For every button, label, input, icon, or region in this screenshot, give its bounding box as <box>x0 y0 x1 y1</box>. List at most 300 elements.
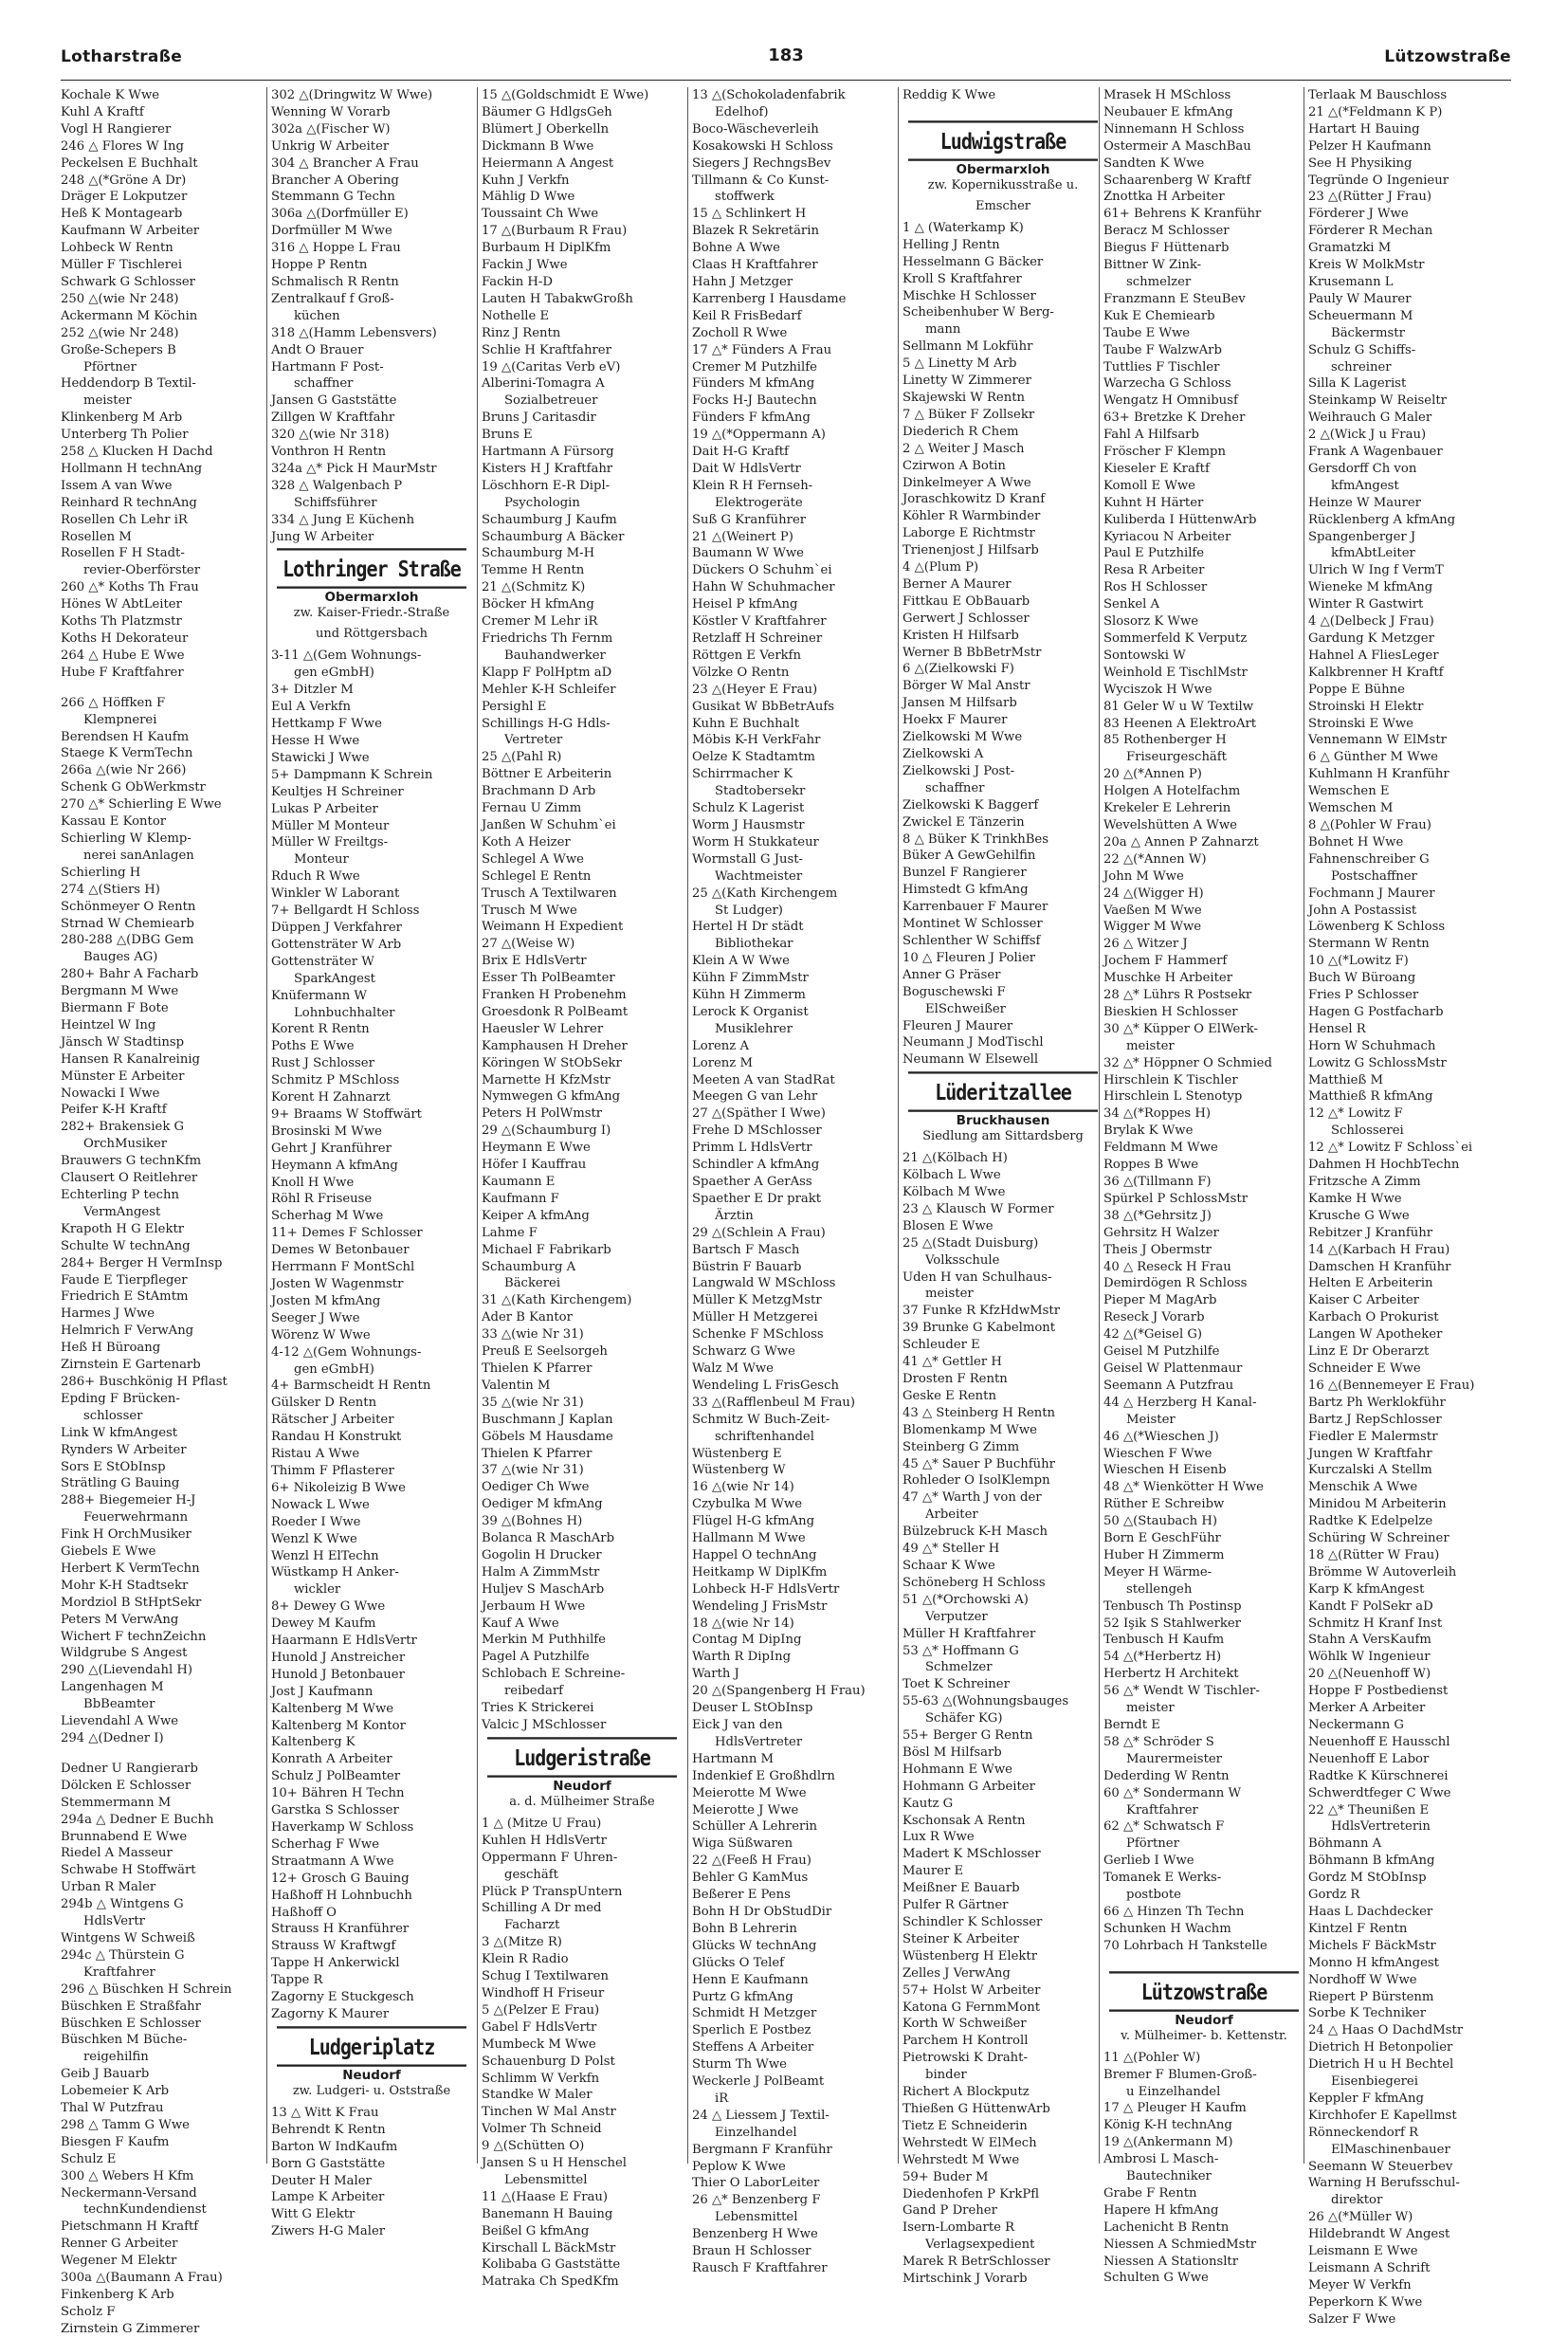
directory-entry: 52 Işik S Stahlwerker <box>1103 1616 1241 1631</box>
directory-entry: Paul E Putzhilfe <box>1103 546 1205 561</box>
directory-entry: 296 △ Büschken H Schrein <box>61 1982 232 1997</box>
street-heading: Lothringer Straße <box>277 549 466 590</box>
entry-continuation: OrchMusiker <box>83 1137 168 1152</box>
directory-entry: 10+ Bähren H Techn <box>271 1786 405 1801</box>
directory-entry: Bergmann F Kranführ <box>692 2142 832 2157</box>
directory-entry: 334 △ Jung E Küchenh <box>271 512 415 527</box>
directory-entry: Mumbeck M Wwe <box>482 2037 596 2052</box>
directory-entry: Reseck J Vorarb <box>1103 1310 1205 1325</box>
directory-entry: Stawicki J Wwe <box>271 750 370 765</box>
directory-entry: Persighl E <box>482 699 547 714</box>
directory-entry: John A Postassist <box>1308 903 1417 918</box>
directory-entry: Zielkowski K Baggerf <box>903 797 1039 813</box>
directory-entry: 57+ Holst W Arbeiter <box>903 1982 1041 1998</box>
directory-entry: Mehler K-H Schleifer <box>482 682 616 697</box>
directory-entry: Spaether A GerAss <box>692 1175 812 1189</box>
directory-entry: Gülsker D Rentn <box>271 1396 377 1411</box>
entry-continuation: Kraftfahrer <box>1126 1802 1198 1817</box>
directory-entry: Lahme F <box>482 1225 538 1240</box>
entry-continuation: Verputzer <box>925 1609 988 1624</box>
directory-entry: Oediger Ch Wwe <box>482 1480 590 1495</box>
directory-entry: Hartmann M <box>692 1751 775 1766</box>
directory-entry: 320 △(wie Nr 318) <box>271 428 390 443</box>
directory-entry: Bohn B Lehrerin <box>692 1921 797 1936</box>
directory-entry: Tillmann & Co Kunst- <box>692 173 830 188</box>
directory-entry: Himstedt G kfmAng <box>903 883 1029 898</box>
directory-entry: Büschken E Straßfahr <box>61 1999 201 2014</box>
directory-entry: 274 △(Stiers H) <box>61 882 160 897</box>
entry-continuation: ElSchweißer <box>925 1001 1006 1016</box>
directory-entry: Gottensträter W <box>271 954 374 969</box>
directory-entry: Klein A W Wwe <box>692 954 790 969</box>
directory-entry: Hönes W AbtLeiter <box>61 597 182 612</box>
directory-entry: Kaufmann W Arbeiter <box>61 224 200 239</box>
directory-entry: Pagel A Putzhilfe <box>482 1650 590 1665</box>
directory-entry: Heiermann A Angest <box>482 155 614 171</box>
directory-entry: 20 △(*Annen P) <box>1103 767 1202 782</box>
directory-entry: Schierling W Klemp- <box>61 831 191 846</box>
directory-entry: 20 △(Neuenhoff W) <box>1308 1667 1431 1682</box>
directory-entry: Brachmann D Arb <box>482 784 596 799</box>
directory-entry: Wildgrube S Angest <box>61 1646 188 1661</box>
directory-entry: Czirwon A Botin <box>903 458 1006 473</box>
entry-continuation: HdlsVertreter <box>715 1734 803 1749</box>
directory-entry: Epding F Brücken- <box>61 1391 180 1406</box>
directory-entry: Glücks W technAng <box>692 1938 817 1953</box>
directory-entry: 51 △(*Orchowski A) <box>903 1592 1029 1607</box>
directory-entry: Oediger M kfmAng <box>482 1497 603 1512</box>
entry-continuation: HdlsVertreterin <box>1331 1819 1431 1835</box>
directory-entry: Neuenhoff E Labor <box>1308 1751 1430 1766</box>
directory-entry: 11 △(Pohler W) <box>1103 2050 1201 2065</box>
directory-entry: Fiedler E Malermstr <box>1308 1429 1438 1444</box>
directory-entry: Biesgen F Kaufm <box>61 2134 170 2149</box>
directory-entry: Löwenberg K Schloss <box>1308 920 1446 935</box>
directory-entry: 23 △(Heyer E Frau) <box>692 682 818 697</box>
directory-entry: Rosellen Ch Lehr iR <box>61 512 188 527</box>
directory-entry: Harmes J Wwe <box>61 1306 155 1322</box>
directory-entry: Bruns J Caritasdir <box>482 411 596 426</box>
directory-entry: Kurczalski A Stellm <box>1308 1463 1432 1478</box>
directory-entry: Benzenberg H Wwe <box>692 2227 818 2242</box>
directory-entry: Minidou M Arbeiterin <box>1308 1497 1447 1512</box>
directory-entry: Wehrstedt M Wwe <box>903 2152 1020 2167</box>
directory-entry: 83 Heenen A ElektroArt <box>1103 716 1257 731</box>
directory-entry: Matthieß M <box>1308 1072 1383 1087</box>
directory-entry: Neumann W Elsewell <box>903 1052 1039 1068</box>
directory-entry: Kalkbrenner H Kraftf <box>1308 665 1444 680</box>
directory-entry: Blosen E Wwe <box>903 1218 994 1233</box>
directory-entry: Issem A van Wwe <box>61 478 173 493</box>
directory-entry: Börger W Mal Anstr <box>903 679 1030 694</box>
directory-entry: 7+ Bellgardt H Schloss <box>271 904 420 919</box>
directory-entry: Schug I Textilwaren <box>482 1969 609 1984</box>
directory-entry: See H Physiking <box>1308 155 1413 171</box>
directory-entry: Scheuermann M <box>1308 308 1413 323</box>
directory-entry: Schüring W Schreiner <box>1308 1531 1449 1546</box>
directory-entry: Pietschmann H Kraftf <box>61 2219 199 2235</box>
directory-entry: John M Wwe <box>1103 868 1184 884</box>
directory-entry: Wemschen M <box>1308 801 1394 816</box>
directory-entry: Büschken E Schlosser <box>61 2016 201 2031</box>
directory-entry: 302a △(Fischer W) <box>271 121 391 137</box>
directory-entry: 246 △ Flores W Ing <box>61 138 184 154</box>
directory-entry: Lowitz G SchlossMstr <box>1308 1055 1447 1070</box>
directory-entry: 42 △(*Geisel G) <box>1103 1327 1203 1343</box>
directory-entry: Kuk E Chemiearb <box>1103 308 1215 323</box>
directory-entry: Kuhl A Kraftf <box>61 104 144 119</box>
directory-entry: Kreis W MolkMstr <box>1308 258 1425 273</box>
directory-entry: Stahn A VersKaufm <box>1308 1633 1431 1648</box>
directory-entry: Brancher A Obering <box>271 173 399 188</box>
directory-entry: Faude E Tierpfleger <box>61 1272 188 1288</box>
directory-entry: Clausert O Reitlehrer <box>61 1171 198 1186</box>
directory-entry: 5+ Dampmann K Schrein <box>271 767 433 782</box>
directory-entry: Peters M VerwAng <box>61 1612 179 1627</box>
directory-entry: Klein R H Fernseh- <box>692 478 813 493</box>
directory-entry: 27 △(Späther I Wwe) <box>692 1106 826 1122</box>
directory-entry: Richert A Blockputz <box>903 2085 1030 2100</box>
directory-entry: Weinhold E TischlMstr <box>1103 665 1248 680</box>
street-range: v. Mülheimer- b. Kettenstr. <box>1121 2028 1287 2043</box>
street-heading: Ludgeriplatz <box>277 2026 466 2067</box>
directory-entry: Haeusler W Lehrer <box>482 1021 604 1036</box>
directory-entry: 280+ Bahr A Facharb <box>61 967 199 982</box>
directory-entry: Schlimm W Verkfn <box>482 2071 600 2086</box>
directory-entry: Hesselmann G Bäcker <box>903 254 1044 269</box>
directory-entry: Gottensträter W Arb <box>271 937 402 952</box>
directory-entry: Reddig K Wwe <box>903 88 996 102</box>
directory-entry: 9 △(Schütten O) <box>482 2139 585 2154</box>
directory-entry: Hettkamp F Wwe <box>271 717 382 732</box>
directory-entry: Karbach O Prokurist <box>1308 1310 1439 1325</box>
directory-entry: 2 △(Wick J u Frau) <box>1308 428 1427 443</box>
directory-entry: 81 Geler W u W Textilw <box>1103 699 1254 714</box>
directory-entry: Spürkel P SchlossMstr <box>1103 1191 1249 1206</box>
directory-entry: 328 △ Walgenbach P <box>271 478 403 493</box>
street-range: zw. Kopernikusstraße u. <box>927 177 1079 192</box>
directory-entry: Boco-Wäscheverleih <box>692 121 819 137</box>
directory-entry: Kaltenberg K <box>271 1735 356 1750</box>
directory-entry: Znottka H Arbeiter <box>1103 190 1225 205</box>
district-label: Neudorf <box>342 2067 401 2083</box>
directory-entry: Niessen A Stationsltr <box>1103 2254 1239 2269</box>
entry-continuation: gen eGmbH) <box>294 1361 374 1377</box>
directory-entry: Möbis K-H VerkFahr <box>692 733 821 748</box>
directory-entry: Wendeling J FrisMstr <box>692 1598 828 1614</box>
directory-entry: Schaumburg A <box>482 1259 576 1274</box>
entry-continuation: Schiffsführer <box>294 495 377 510</box>
directory-entry: Link W kfmAngest <box>61 1425 178 1440</box>
directory-entry: 55-63 △(Wohnungsbauges <box>903 1694 1069 1709</box>
directory-entry: 316 △ Hoppe L Frau <box>271 241 401 256</box>
entry-continuation: meister <box>1126 1038 1175 1053</box>
directory-entry: Holgen A Hotelfachm <box>1103 784 1241 799</box>
directory-entry: Kochale K Wwe <box>61 88 160 102</box>
directory-entry: 19 △(Ankermann M) <box>1103 2135 1233 2150</box>
directory-entry: Huber H Zimmerm <box>1103 1547 1225 1562</box>
directory-entry: Brunnabend E Wwe <box>61 1829 188 1844</box>
directory-entry: Schaumburg A Bäcker <box>482 529 625 544</box>
directory-entry: 6+ Nikoleizig B Wwe <box>271 1480 406 1495</box>
column-7 <box>1308 87 1509 2327</box>
directory-entry: Sommerfeld K Verputz <box>1103 631 1248 646</box>
entry-continuation: Musiklehrer <box>715 1021 793 1036</box>
directory-entry: Groesdonk R PolBeamt <box>482 1004 629 1019</box>
directory-entry: Kühn H Zimmerm <box>692 988 806 1003</box>
directory-entry: Höfer I Kauffrau <box>482 1158 587 1173</box>
entry-continuation: HdlsVertr <box>83 1914 145 1929</box>
directory-entry: Unterberg Th Polier <box>61 428 189 443</box>
directory-entry: Rönneckendorf R <box>1308 2125 1419 2140</box>
directory-entry: Kuhnt H Härter <box>1103 495 1204 510</box>
directory-entry: Strauss H Kranführer <box>271 1922 410 1937</box>
directory-entry: Schenk G ObWerkmstr <box>61 780 206 795</box>
directory-entry: Seemann W Steuerbev <box>1308 2159 1453 2174</box>
directory-entry: 3-11 △(Gem Wohnungs- <box>271 648 422 664</box>
directory-entry: Gehrt J Kranführer <box>271 1141 392 1156</box>
directory-entry: Bäumer G HdlgsGeh <box>482 104 612 119</box>
directory-entry: Hertel H Dr städt <box>692 920 804 935</box>
directory-entry: Schulz J PolBeamter <box>271 1769 401 1784</box>
entry-continuation: Bauhandwerker <box>504 648 606 663</box>
directory-entry: Pulfer R Gärtner <box>903 1898 1009 1913</box>
directory-entry: Jost J Kaufmann <box>271 1684 374 1699</box>
directory-entry: Kaumann E <box>482 1175 556 1189</box>
directory-entry: Konrath A Arbeiter <box>271 1752 392 1767</box>
directory-entry: 85 Rothenberger H <box>1103 733 1227 748</box>
directory-entry: 284+ Berger H VermInsp <box>61 1255 223 1270</box>
directory-entry: Bergmann M Wwe <box>61 984 179 999</box>
directory-entry: Zirnstein E Gartenarb <box>61 1358 201 1373</box>
entry-continuation: geschäft <box>504 1867 558 1882</box>
directory-entry: 288+ Biegemeier H-J <box>61 1493 196 1508</box>
directory-entry: 19 △(Caritas Verb eV) <box>482 359 621 374</box>
directory-entry: Friedrichs Th Fernm <box>482 631 613 646</box>
directory-entry: Strätling G Bauing <box>61 1476 180 1491</box>
entry-continuation: Bäckerei <box>504 1276 561 1291</box>
directory-entry: Dorfmüller M Wwe <box>271 224 392 239</box>
directory-entry: 8 △(Pohler W Frau) <box>1308 817 1431 832</box>
directory-entry: 23 △ Klausch W Former <box>903 1201 1054 1216</box>
column-divider <box>477 87 478 2164</box>
directory-entry: Rduch R Wwe <box>271 869 360 885</box>
directory-entry: Banemann H Bauing <box>482 2206 613 2221</box>
directory-entry: 15 △ Schlinkert H <box>692 207 807 222</box>
directory-entry: 13 △ Witt K Frau <box>271 2105 379 2120</box>
directory-entry: Kautz G <box>903 1796 954 1811</box>
directory-entry: Heinze W Maurer <box>1308 495 1421 510</box>
directory-entry: Unkrig W Arbeiter <box>271 138 390 154</box>
directory-entry: Dait H-G Kraftf <box>692 445 789 460</box>
directory-entry: Schmitz H Kranf Inst <box>1308 1616 1443 1631</box>
directory-entry: Worm H Stukkateur <box>692 834 819 849</box>
directory-entry: Sellmann M Lokführ <box>903 339 1033 355</box>
directory-entry: Jerbaum H Wwe <box>482 1598 586 1614</box>
directory-entry: Kroll S Kraftfahrer <box>903 271 1022 286</box>
directory-entry: Demes W Betonbauer <box>271 1243 410 1258</box>
directory-entry: 3 △(Mitze R) <box>482 1935 562 1950</box>
directory-entry: Buch W Büroang <box>1308 971 1416 986</box>
directory-entry: Born G Gaststätte <box>271 2156 386 2171</box>
directory-entry: Schwarz G Wwe <box>692 1344 795 1360</box>
entry-continuation: Kraftfahrer <box>83 1964 155 1980</box>
directory-entry: 29 △(Schaumburg I) <box>482 1123 611 1139</box>
directory-entry: Drosten F Rentn <box>903 1372 1008 1386</box>
entry-continuation: Ärztin <box>715 1208 754 1223</box>
directory-entry: 4+ Barmscheidt H Rentn <box>271 1379 431 1394</box>
directory-entry: Tietz E Schneiderin <box>903 2118 1028 2133</box>
directory-entry: Knüfermann W <box>271 988 367 1003</box>
directory-entry: Wenzl H ElTechn <box>271 1548 379 1563</box>
directory-entry: Urban R Maler <box>61 1880 156 1895</box>
entry-continuation: mann <box>925 322 961 338</box>
directory-entry: 4-12 △(Gem Wohnungs- <box>271 1344 422 1360</box>
directory-entry: Diederich R Chem <box>903 424 1019 439</box>
directory-entry: 286+ Buschkönig H Pflast <box>61 1374 228 1389</box>
directory-entry: Josten M kfmAng <box>271 1293 381 1308</box>
directory-entry: Thimm F Pflasterer <box>271 1463 394 1478</box>
directory-entry: Hahn W Schuhmacher <box>692 580 835 595</box>
directory-entry: 260 △* Koths Th Frau <box>61 580 199 595</box>
directory-entry: 31 △(Kath Kirchengem) <box>482 1293 632 1308</box>
directory-entry: Kristen H Hilfsarb <box>903 628 1019 643</box>
directory-entry: Gusikat W BbBetrAufs <box>692 699 835 714</box>
directory-entry: Schauenburg D Polst <box>482 2054 615 2069</box>
directory-entry: 32 △* Höppner O Schmied <box>1103 1055 1272 1070</box>
directory-entry: 266a △(wie Nr 266) <box>61 763 187 778</box>
directory-entry: Blomenkamp M Wwe <box>903 1422 1037 1437</box>
directory-entry: Huljev S MaschArb <box>482 1581 605 1597</box>
directory-entry: Helling J Rentn <box>903 237 1000 252</box>
directory-entry: 11+ Demes F Schlosser <box>271 1226 423 1241</box>
directory-entry: Ader B Kantor <box>482 1310 573 1325</box>
directory-entry: Wiga Süßwaren <box>692 1836 793 1852</box>
entry-continuation: St Ludger) <box>715 903 783 918</box>
directory-entry: 14 △(Karbach H Frau) <box>1308 1242 1450 1257</box>
directory-entry: 306a △(Dorfmüller E) <box>271 207 409 222</box>
directory-entry: Niessen A SchmiedMstr <box>1103 2237 1257 2252</box>
directory-entry: Schlegel E Rentn <box>482 868 592 884</box>
directory-entry: Stemmann G Techn <box>271 190 395 205</box>
entry-continuation: Edelhof) <box>715 104 769 119</box>
directory-entry: Herbert K VermTechn <box>61 1561 200 1576</box>
directory-entry: Kieseler E Kraftf <box>1103 461 1210 476</box>
directory-entry: Monno H kfmAngest <box>1308 1955 1439 1970</box>
directory-entry: Lauten H TabakwGroßh <box>482 291 633 306</box>
directory-entry: Andt O Brauer <box>271 342 364 357</box>
directory-entry: Pietrowski K Draht- <box>903 2051 1028 2066</box>
directory-entry: 37 Funke R KfzHdwMstr <box>903 1304 1061 1319</box>
directory-entry: Müller H Metzgerei <box>692 1310 818 1325</box>
directory-entry: 25 △(Kath Kirchengem <box>692 886 838 901</box>
directory-entry: Radtke K Kürschnerei <box>1308 1768 1449 1783</box>
entry-continuation: meister <box>1126 1701 1175 1716</box>
directory-entry: Worm J Hausmstr <box>692 817 805 832</box>
directory-entry: Fernau U Zimm <box>482 801 582 816</box>
entry-continuation: schaffner <box>294 376 354 392</box>
directory-entry: Mohr K-H Stadtsekr <box>61 1578 189 1593</box>
directory-entry: Bösl M Hilfsarb <box>903 1744 1002 1760</box>
entry-continuation: Schlosserei <box>1331 1123 1404 1139</box>
directory-entry: 282+ Brakensiek G <box>61 1120 185 1135</box>
directory-entry: Halm A ZimmMstr <box>482 1564 600 1580</box>
directory-entry: Toussaint Ch Wwe <box>482 207 599 222</box>
directory-entry: Heymann A kfmAng <box>271 1158 398 1173</box>
directory-entry: 21 △(*Feldmann K P) <box>1308 104 1443 119</box>
directory-entry: Grabe F Rentn <box>1103 2185 1197 2201</box>
header-right-street: Lützowstraße <box>1384 47 1511 66</box>
directory-entry: Dewey M Kaufm <box>271 1617 376 1632</box>
directory-entry: 36 △(Tillmann F) <box>1103 1175 1212 1189</box>
directory-entry: Claas H Kraftfahrer <box>692 258 818 273</box>
directory-entry: Zielkowski M Wwe <box>903 730 1023 745</box>
district-label: Bruckhausen <box>956 1113 1050 1129</box>
directory-entry: 294b △ Wintgens G <box>61 1897 184 1912</box>
directory-entry: 24 △ Haas O DachdMstr <box>1308 2023 1464 2038</box>
directory-entry: Dinkelmeyer A Wwe <box>903 475 1031 490</box>
directory-entry: Gordz R <box>1308 1888 1360 1903</box>
entry-continuation: Stadtobersekr <box>715 784 806 799</box>
directory-entry: Warth R DipIng <box>692 1650 792 1665</box>
directory-entry: Vaeßen M Wwe <box>1103 903 1202 918</box>
directory-entry: 270 △* Schierling E Wwe <box>61 797 222 813</box>
directory-entry: Geib J Bauarb <box>61 2067 150 2082</box>
directory-entry: Thal W Putzfrau <box>61 2101 164 2116</box>
directory-entry: Hensel R <box>1308 1021 1366 1036</box>
directory-entry: Langenhagen M <box>61 1680 164 1695</box>
directory-entry: Eul A Verkfn <box>271 700 352 715</box>
directory-entry: Göbels M Hausdame <box>482 1429 613 1444</box>
directory-entry: 20a △ Annen P Zahnarzt <box>1103 834 1259 849</box>
directory-entry: Schillings H-G Hdls- <box>482 716 611 731</box>
directory-entry: Schwabe H Stoffwärt <box>61 1863 196 1878</box>
entry-continuation: Lebensmittel <box>715 2210 798 2225</box>
directory-entry: Deuser L StObInsp <box>692 1701 813 1716</box>
directory-entry: Wengatz H Omnibusf <box>1103 393 1238 409</box>
entry-continuation: Volksschule <box>925 1252 1000 1268</box>
directory-entry: Behrendt K Rentn <box>271 2122 386 2137</box>
column-1 <box>61 87 262 2336</box>
directory-entry: Winkler W Laborant <box>271 886 400 902</box>
entry-continuation: Lohnbuchhalter <box>294 1005 395 1020</box>
directory-entry: Fünders M kfmAng <box>692 376 815 392</box>
directory-entry: Linetty W Zimmerer <box>903 374 1031 389</box>
directory-entry: 19 △(*Oppermann A) <box>692 428 826 443</box>
directory-entry: Hirschlein L Stenotyp <box>1103 1089 1243 1105</box>
directory-entry: Brosinski M Wwe <box>271 1123 382 1139</box>
directory-entry: Heintzel W Ing <box>61 1017 156 1032</box>
directory-entry: Lukas P Arbeiter <box>271 801 378 816</box>
directory-entry: Ostermeir A MaschBau <box>1103 138 1251 154</box>
directory-entry: 258 △ Klucken H Dachd <box>61 445 213 460</box>
directory-entry: Kirschall L BäckMstr <box>482 2240 616 2256</box>
directory-entry: Standke W Maler <box>482 2088 593 2103</box>
directory-entry: Schmalisch R Rentn <box>271 274 399 289</box>
directory-entry: Rust J Schlosser <box>271 1056 374 1071</box>
directory-entry: 26 △* Benzenberg F <box>692 2193 821 2208</box>
directory-entry: Wüstenberg H Elektr <box>903 1948 1037 1964</box>
spacer <box>61 682 262 695</box>
directory-entry: 62 △* Schwatsch F <box>1103 1819 1225 1835</box>
directory-entry: Braun H Schlosser <box>692 2244 811 2259</box>
directory-entry: Wyciszok H Wwe <box>1103 682 1212 697</box>
directory-entry: Rüther E Schreibw <box>1103 1497 1225 1512</box>
directory-entry: Weimann H Expedient <box>482 920 624 935</box>
directory-entry: Keultjes H Schreiner <box>271 784 404 799</box>
directory-entry: Tenbusch Th Postinsp <box>1103 1598 1242 1614</box>
directory-entry: Sontowski W <box>1103 648 1186 663</box>
